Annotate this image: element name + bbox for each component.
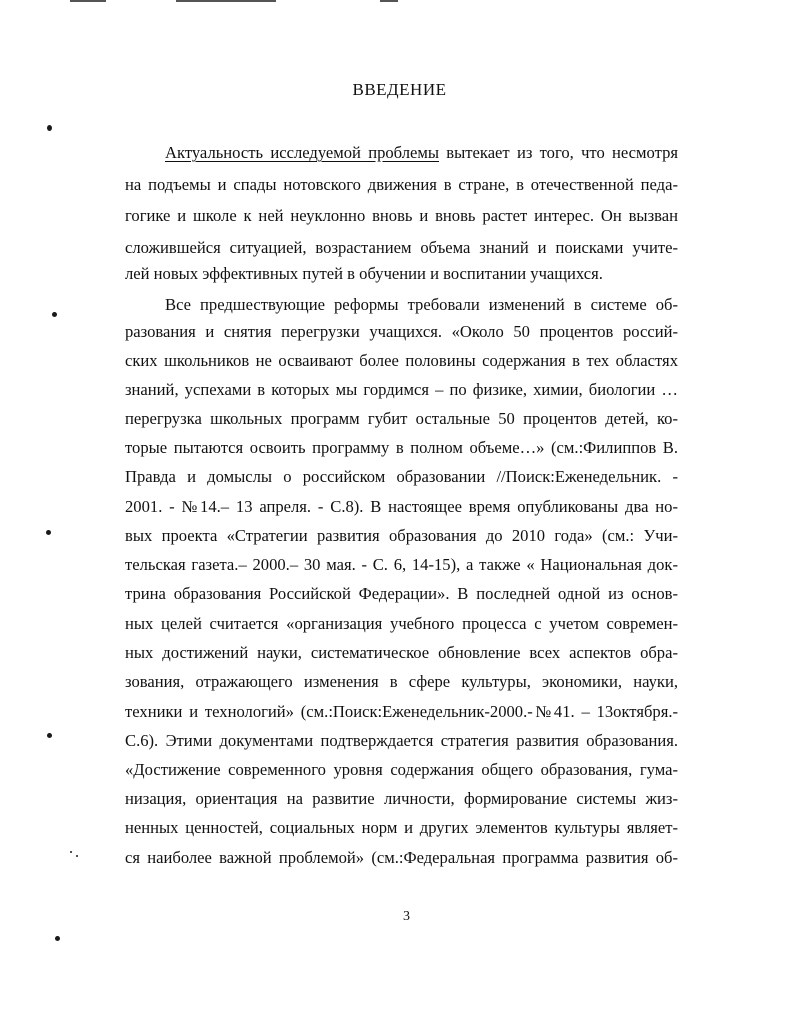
paragraph-2-line: ских школьников не осваивают более половины содержания в тех областях bbox=[125, 351, 678, 370]
scan-artifact-top-rule bbox=[70, 0, 106, 2]
scan-artifact-dot bbox=[47, 125, 52, 131]
paragraph-2-line: разования и снятия перегрузки учащихся. «Около 50 процентов россий- bbox=[125, 322, 678, 341]
section-heading: ВВЕДЕНИЕ bbox=[352, 80, 447, 99]
paragraph-2-line: «Достижение современного уровня содержания общего образования, гума- bbox=[125, 760, 678, 779]
page-number: 3 bbox=[403, 909, 410, 924]
paragraph-2-line: техники и технологий» (см.:Поиск:Еженедельник-2000.-№41. – 13октября.- bbox=[125, 702, 678, 721]
paragraph-1-line-1-rest: вытекает из того, что несмотря bbox=[439, 143, 678, 162]
paragraph-2-line: трина образования Российской Федерации». В последней одной из основ- bbox=[125, 584, 678, 603]
paragraph-1-line: гогике и школе к ней неуклонно вновь и вновь растет интерес. Он вызван bbox=[125, 206, 678, 225]
paragraph-2-line: 2001. - №14.– 13 апреля. - С.8). В настоящее время опубликованы два но- bbox=[125, 497, 678, 516]
paragraph-1-line-1 bbox=[165, 141, 678, 165]
paragraph-2-line: перегрузка школьных программ губит остальные 50 процентов детей, ко- bbox=[125, 409, 678, 428]
paragraph-2-line: ненных ценностей, социальных норм и других элементов культуры являет- bbox=[125, 818, 678, 837]
paragraph-2-line: ных целей считается «организация учебного процесса с учетом современ- bbox=[125, 614, 678, 633]
scan-artifact-dot bbox=[55, 936, 60, 941]
paragraph-2-line: торые пытаются освоить программу в полном объеме…» (см.:Филиппов В. bbox=[125, 438, 678, 457]
scan-artifact-speck bbox=[70, 851, 72, 853]
scan-artifact-dot bbox=[47, 733, 52, 738]
scan-artifact-top-rule bbox=[380, 0, 398, 2]
emphasis-underlined: Актуальность исследуемой проблемы bbox=[165, 143, 440, 162]
paragraph-2-line: низация, ориентация на развитие личности, формирование системы жиз- bbox=[125, 789, 678, 808]
scan-artifact-dot bbox=[46, 530, 51, 535]
scan-artifact-speck bbox=[76, 855, 78, 857]
paragraph-2-line: вых проекта «Стратегии развития образования до 2010 года» (см.: Учи- bbox=[125, 526, 678, 545]
paragraph-2-line: знаний, успехами в которых мы гордимся – по физике, химии, биологии … bbox=[125, 380, 678, 399]
paragraph-2-line: ных достижений науки, систематическое обновление всех аспектов обра- bbox=[125, 643, 678, 662]
paragraph-2-line: тельская газета.– 2000.– 30 мая. - С. 6, 14-15), а также « Национальная док- bbox=[125, 555, 678, 574]
paragraph-1-line: на подъемы и спады нотовского движения в стране, в отечественной педа- bbox=[125, 175, 678, 194]
paragraph-2-line: Все предшествующие реформы требовали изменений в системе об- bbox=[165, 295, 678, 314]
paragraph-2-line: Правда и домыслы о российском образовании //Поиск:Еженедельник. - bbox=[125, 467, 678, 486]
paragraph-2-line: ся наиболее важной проблемой» (см.:Федеральная программа развития об- bbox=[125, 848, 678, 867]
paragraph-2-line: зования, отражающего изменения в сфере культуры, экономики, науки, bbox=[125, 672, 678, 691]
scan-artifact-top-rule bbox=[176, 0, 276, 2]
paragraph-1-line: лей новых эффективных путей в обучении и воспитании учащихся. bbox=[125, 264, 603, 283]
paragraph-1-line: сложившейся ситуацией, возрастанием объема знаний и поисками учите- bbox=[125, 238, 678, 257]
paragraph-2-line: С.6). Этими документами подтверждается стратегия развития образования. bbox=[125, 731, 678, 750]
scan-artifact-dot bbox=[52, 312, 57, 317]
